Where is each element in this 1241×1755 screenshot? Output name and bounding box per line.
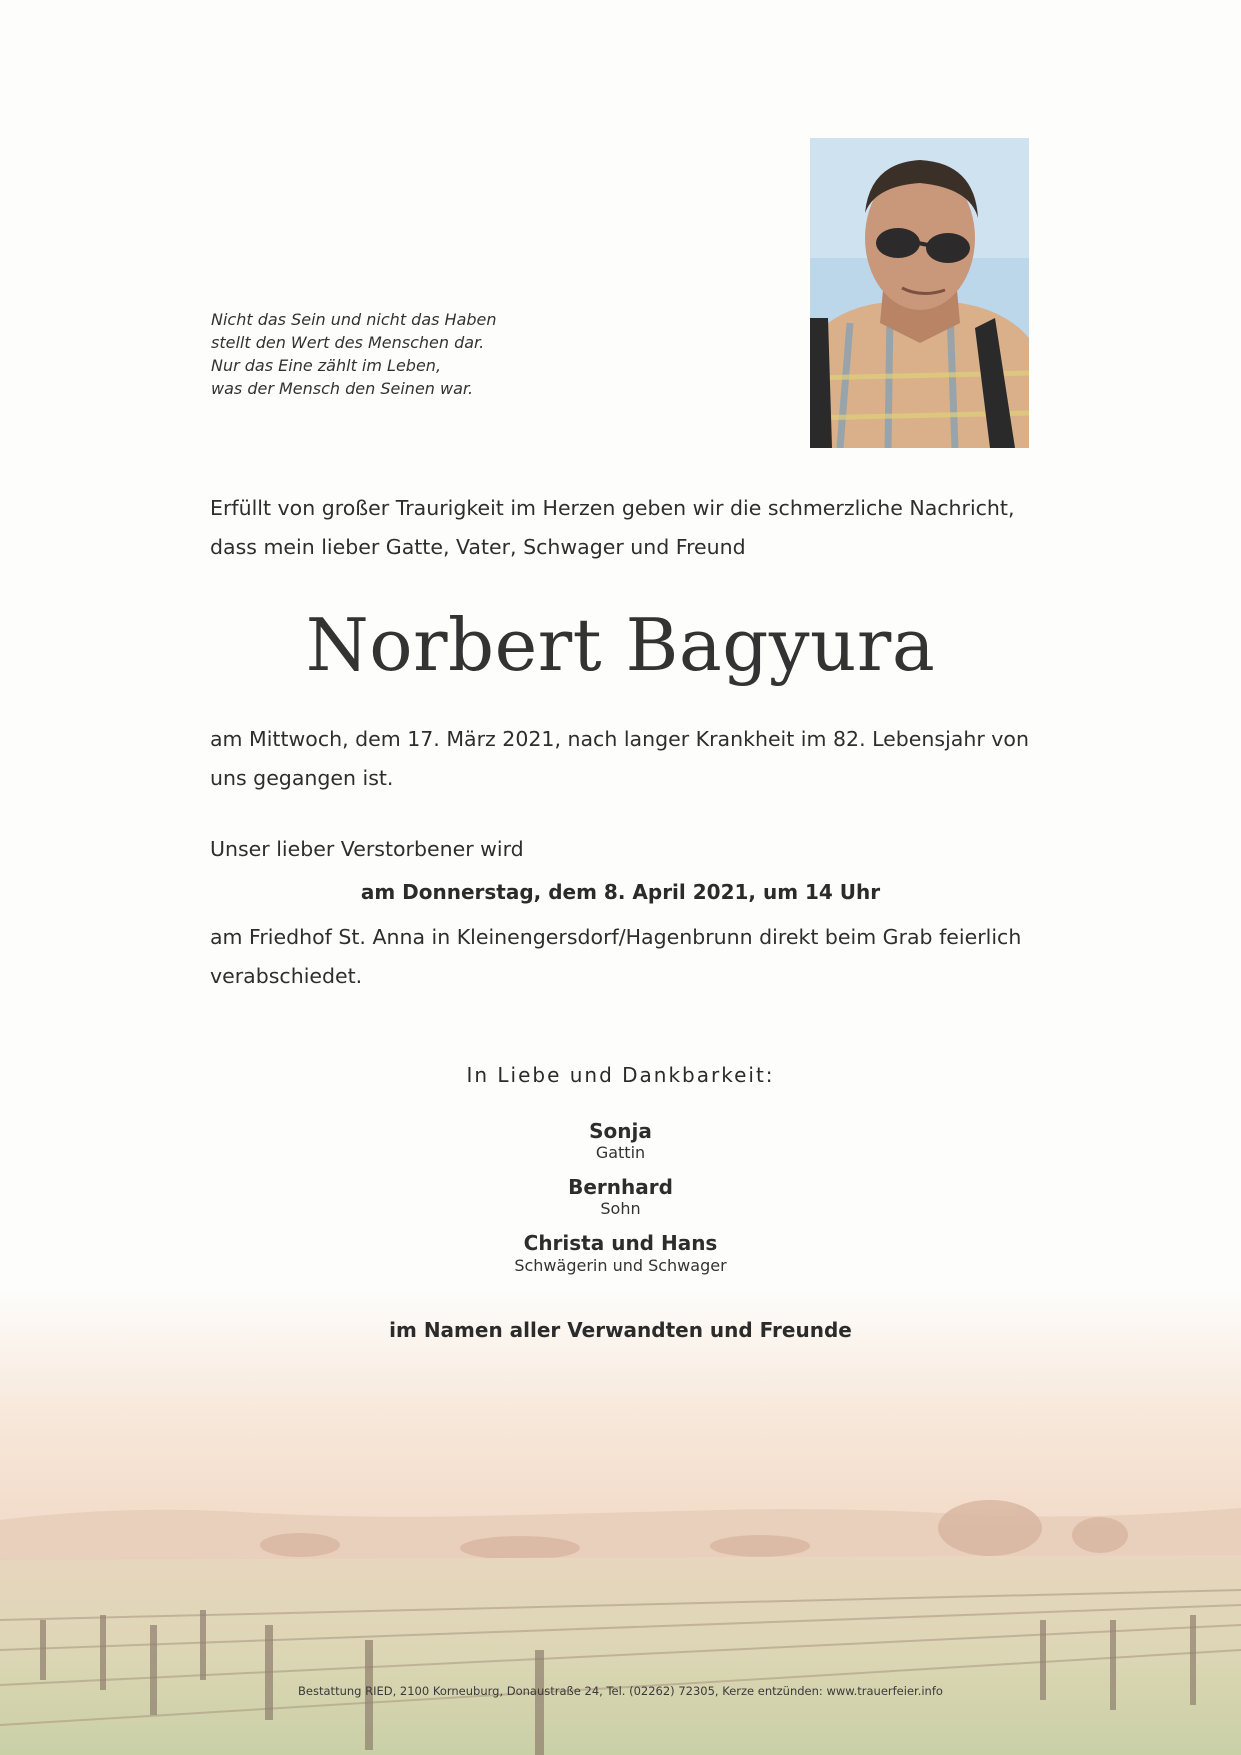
ceremony-place-line: verabschiedet. — [210, 964, 363, 988]
ceremony-place — [210, 918, 1032, 996]
quote-line: Nicht das Sein und nicht das Haben — [211, 310, 497, 329]
mourners-heading: In Liebe und Dankbarkeit: — [466, 1063, 775, 1087]
intro-line: dass mein lieber Gatte, Vater, Schwager und Freund — [210, 535, 746, 559]
mourner-name: Bernhard — [568, 1175, 673, 1199]
intro-paragraph — [210, 489, 1032, 567]
portrait-photo — [810, 138, 1029, 448]
death-line: uns gegangen ist. — [210, 766, 394, 790]
mourner-name: Christa und Hans — [523, 1231, 718, 1255]
quote-line: stellt den Wert des Menschen dar. — [211, 333, 485, 352]
intro-line: Erfüllt von großer Traurigkeit im Herzen geben wir die schmerzliche Nachricht, — [210, 496, 1015, 520]
quote-line: Nur das Eine zählt im Leben, — [211, 356, 442, 375]
ceremony-place-line: am Friedhof St. Anna in Kleinengersdorf/Hagenbrunn direkt beim Grab feierlich — [210, 925, 1022, 949]
mourners-closing: im Namen aller Verwandten und Freunde — [389, 1318, 852, 1342]
mourner-role: Schwägerin und Schwager — [514, 1256, 727, 1275]
mourner-name: Sonja — [589, 1119, 652, 1143]
death-paragraph — [210, 720, 1032, 798]
death-line: am Mittwoch, dem 17. März 2021, nach langer Krankheit im 82. Lebensjahr von — [210, 727, 1029, 751]
memorial-quote — [211, 308, 571, 400]
portrait-photo-icon — [810, 138, 1029, 448]
quote-line: was der Mensch den Seinen war. — [211, 379, 474, 398]
ceremony-date: am Donnerstag, dem 8. April 2021, um 14 Uhr — [360, 880, 881, 904]
mourner-role: Sohn — [600, 1199, 641, 1218]
deceased-name: Norbert Bagyura — [305, 603, 936, 687]
funeral-home-footer: Bestattung RIED, 2100 Korneuburg, Donaustraße 24, Tel. (02262) 72305, Kerze entzünden: www.trauerfeier.info — [298, 1684, 943, 1698]
mourner-role: Gattin — [595, 1143, 646, 1162]
ceremony-intro: Unser lieber Verstorbener wird — [210, 837, 524, 861]
